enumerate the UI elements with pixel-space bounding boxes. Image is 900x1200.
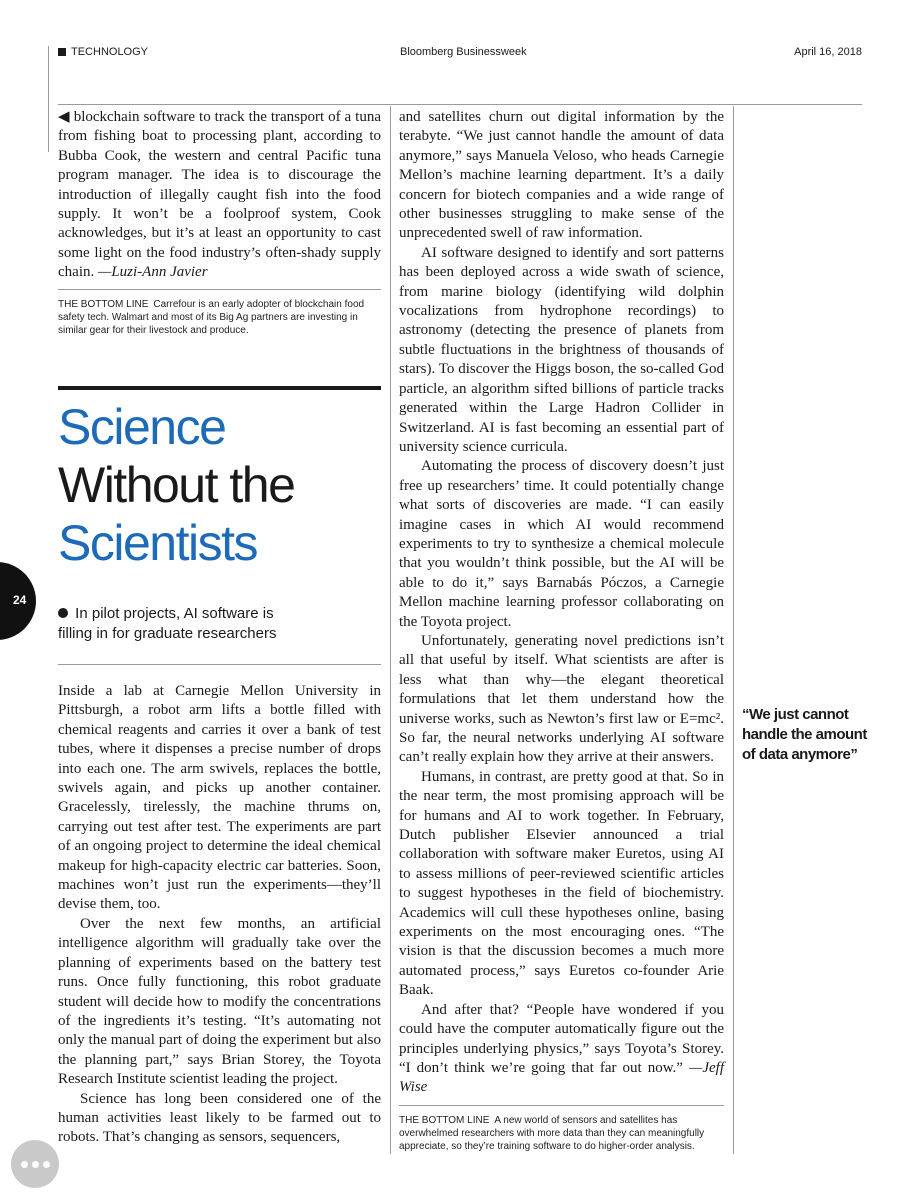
bottom-line-rule bbox=[58, 289, 381, 290]
article-dek bbox=[58, 604, 308, 643]
article-paragraph: Unfortunately, generating novel predictions isn’t all that useful by itself. What scientists are after is less what than why—the elegant theoretical formulations that let them understand how the universe works, such as Newton’s first law or E=mc². So far, the neural networks underlying AI software can’t really explain how they arrive at their answers. bbox=[399, 632, 724, 766]
article-paragraph: AI software designed to identify and sort patterns has been deployed across a wide swath of science, from marine biology (identifying wild dolphin vocalizations from hydrophone recordings) to astronomy (detecting the presence of planets from subtle fluctuations in the brightness of thousands of stars). To discover the Higgs boson, the so-called God particle, an algorithm sifted billions of particle tracks generated within the Large Hadron Collider in Switzerland. AI is fast becoming an essential part of university science curricula. bbox=[399, 244, 724, 455]
article-paragraph: Inside a lab at Carnegie Mellon University in Pittsburgh, a robot arm lifts a bottle filled with chemical reagents and carries it over a bank of test tubes, where it dispenses a precise number of drops into each one. The arm swivels, replaces the bottle, swivels again, and picks up another container. Gracelessly, tirelessly, the machine thrums on, carrying out test after test. The experiments are part of an ongoing project to determine the ideal chemical makeup for high-capacity electric car batteries. Soon, machines won’t just run the experiments—they’ll devise them, too. bbox=[58, 683, 381, 913]
section-label bbox=[58, 46, 148, 58]
article-paragraph: Automating the process of discovery doesn’t just free up researchers’ time. It could potentially change what sorts of discoveries are made. “I can easily imagine cases in which AI would recommend experiments to try to synthesize a chemical molecule that you wouldn’t think possible, but the AI will be able to do it,” says Barnabás Póczos, a Carnegie Mellon machine learning professor collaborating on the Toyota project. bbox=[399, 458, 724, 630]
article-column-2 bbox=[399, 108, 724, 1098]
previous-story-text bbox=[58, 108, 381, 283]
article-paragraph: and satellites churn out digital information by the terabyte. “We just cannot handle the amount of data anymore,” says Manuela Veloso, who heads Carnegie Mellon’s machine learning department. It’s a daily concern for biotech companies and a wide range of other businesses struggling to make sense of the unprecedented swell of raw information. bbox=[399, 109, 724, 242]
article-byline: —Jeff Wise bbox=[399, 1059, 724, 1096]
page-header bbox=[58, 46, 862, 66]
pull-quote: “We just cannot handle the amount of data anymore” bbox=[742, 706, 867, 763]
more-dot-icon bbox=[21, 1161, 28, 1168]
header-rule bbox=[58, 104, 862, 105]
headline-rule bbox=[58, 386, 381, 390]
bottom-line-text: Carrefour is an early adopter of blockchain food safety tech. Walmart and most of its Big Ag partners are investing in similar gear for their livestock and produce. bbox=[58, 299, 365, 336]
article-paragraph: Science has long been considered one of the human activities least likely to be farmed out to robots. That’s changing as sensors, sequencers, bbox=[58, 1090, 381, 1146]
bottom-line-rule bbox=[399, 1105, 724, 1106]
more-dot-icon bbox=[32, 1161, 39, 1168]
dek-rule bbox=[58, 664, 381, 665]
bottom-line-label: THE BOTTOM LINE bbox=[58, 299, 149, 310]
previous-story bbox=[58, 108, 381, 283]
publication-name: Bloomberg Businessweek bbox=[400, 46, 527, 58]
previous-bottom-line bbox=[58, 298, 381, 337]
headline-line-3: Scientists bbox=[58, 515, 257, 571]
previous-story-byline: —Luzi-Ann Javier bbox=[97, 264, 208, 281]
column-divider-2 bbox=[733, 106, 734, 1154]
headline-line-1: Science bbox=[58, 399, 226, 455]
previous-story-body: blockchain software to track the transport of a tuna from fishing boat to processing plant, according to Bubba Cook, the western and central Pacific tuna program manager. The idea is to discourage the introduction of illegally caught fish into the food supply. It won’t be a foolproof system, Cook acknowledges, but it’s at least an opportunity to cast some light on the food industry’s often-shady supply chain. bbox=[58, 109, 381, 281]
article-final-paragraph bbox=[399, 1001, 724, 1098]
bullet-icon bbox=[58, 608, 68, 618]
article-headline bbox=[58, 398, 388, 572]
article-paragraph: Over the next few months, an artificial intelligence algorithm will gradually take over the planning of experiments based on the battery test runs. Once fully functioning, this robot graduate student will decide how to modify the concentrations of the ingredients it’s testing. “It’s automating not only the manual part of doing the experiment but also the planning part,” says Brian Storey, the Toyota Research Institute scientist leading the project. bbox=[58, 915, 381, 1088]
article-paragraph: Humans, in contrast, are pretty good at that. So in the near term, the most promising approach will be for humans and AI to work together. In February, Dutch publisher Elsevier announced a trial collaboration with software maker Euretos, using AI to assess millions of peer-reviewed scientific articles to suggest hypotheses in the field of biochemistry. Academics will cull these hypotheses online, basing experiments on the most encouraging ones. “The vision is that the discussion becomes a much more automated process,” says Euretos co-founder Arie Baak. bbox=[399, 768, 724, 999]
column-divider-1 bbox=[390, 106, 391, 1154]
article-bottom-line bbox=[399, 1114, 724, 1153]
page-number: 24 bbox=[13, 593, 27, 607]
more-dot-icon bbox=[43, 1161, 50, 1168]
article-column-1 bbox=[58, 682, 381, 1148]
section-square-icon bbox=[58, 48, 66, 56]
section-name: TECHNOLOGY bbox=[71, 46, 149, 58]
bottom-line-label: THE BOTTOM LINE bbox=[399, 1115, 490, 1126]
final-paragraph-text: And after that? “People have wondered if you could have the computer automatically figure out the principles underlying physics,” says Toyota’s Storey. “I don’t think we’re going that far out now.” bbox=[399, 1001, 724, 1076]
header-left-divider bbox=[48, 46, 49, 152]
continued-arrow-icon: ◀ bbox=[58, 109, 70, 125]
bottom-line-text: A new world of sensors and satellites has overwhelmed researchers with more data than they can meaningfully appreciate, so they’re training software to do higher-order analysis. bbox=[399, 1115, 705, 1152]
dek-text: In pilot projects, AI software is filling in for graduate researchers bbox=[58, 605, 277, 642]
issue-date: April 16, 2018 bbox=[794, 46, 862, 58]
headline-line-2: Without the bbox=[58, 457, 295, 513]
more-options-button[interactable] bbox=[11, 1140, 59, 1188]
